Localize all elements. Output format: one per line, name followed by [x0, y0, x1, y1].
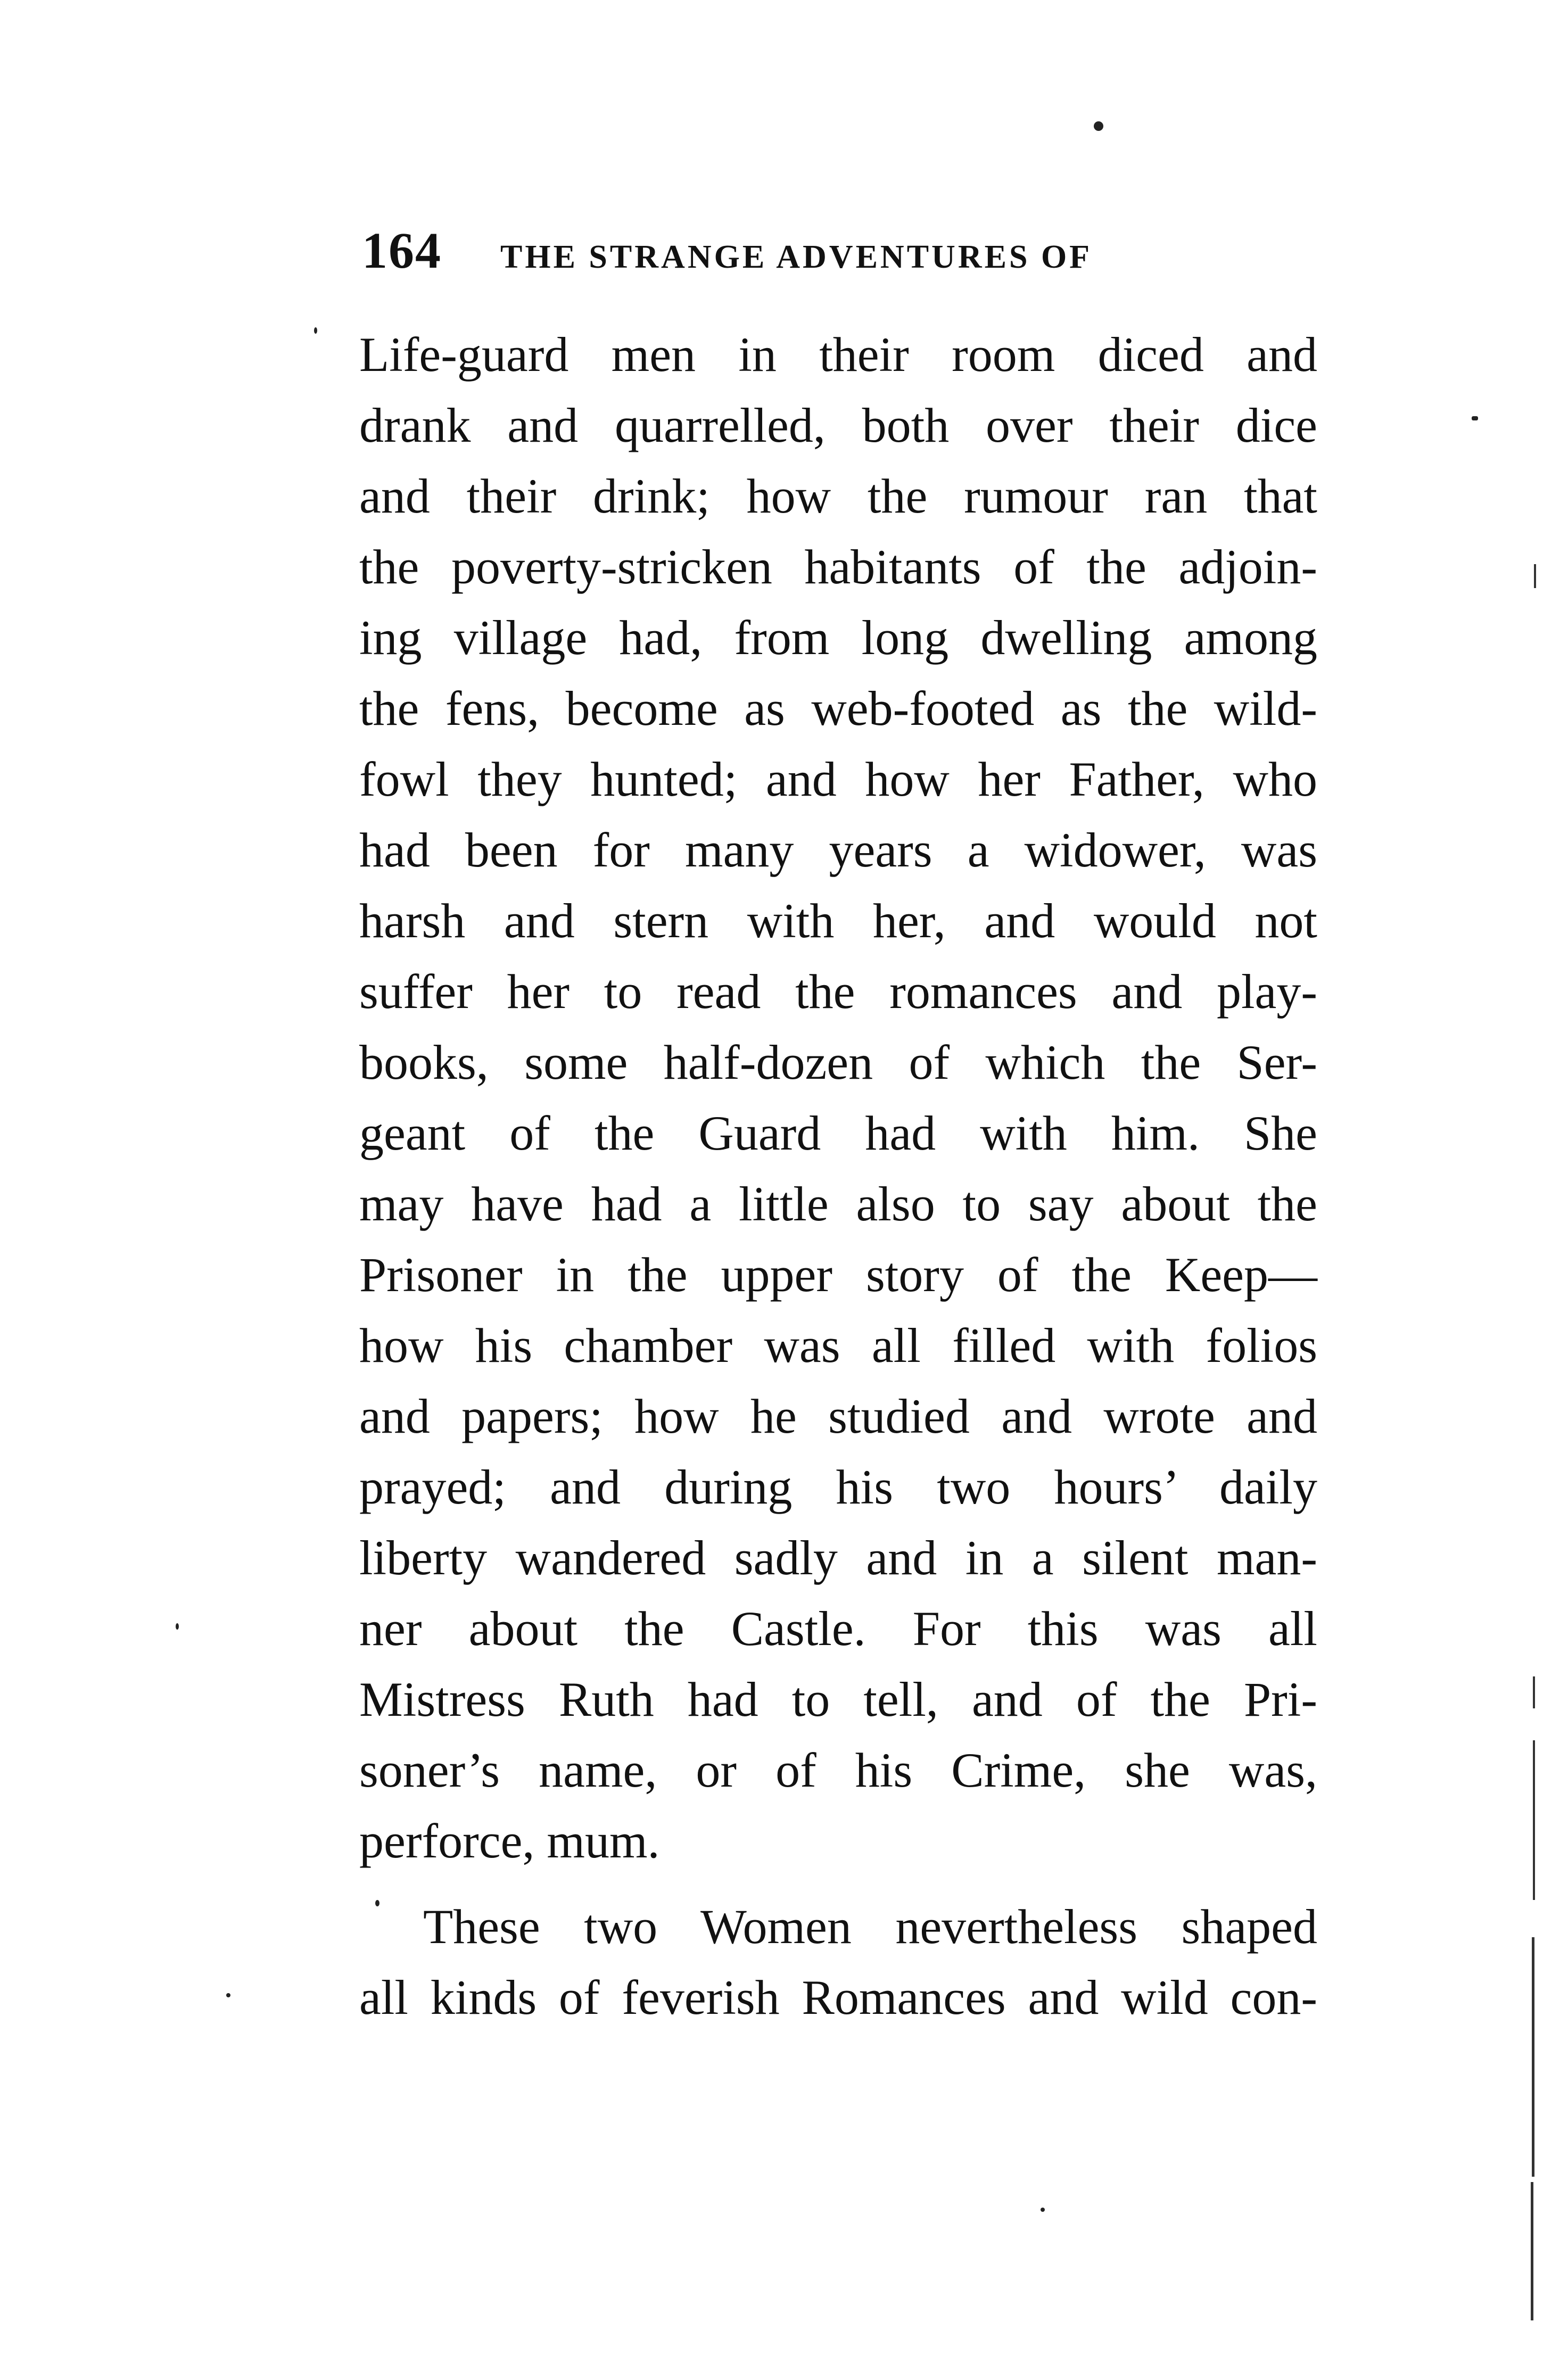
text-line: These two Women nevertheless shaped [423, 1899, 1317, 1954]
text-line: books, some half-dozen of which the Ser- [359, 1035, 1317, 1089]
scan-speck [1041, 2208, 1045, 2212]
scan-edge-mark [1533, 1676, 1535, 1708]
scan-speck [1472, 416, 1478, 420]
text-line: and papers; how he studied and wrote and [359, 1389, 1317, 1443]
scan-edge-mark [1533, 1740, 1535, 1900]
text-line: ner about the Castle. For this was all [359, 1601, 1317, 1656]
scan-edge-mark [1534, 564, 1536, 588]
text-line: ing village had, from long dwelling among [359, 610, 1317, 665]
text-line: the fens, become as web-footed as the wild- [359, 681, 1317, 736]
paragraph-2 [359, 1891, 1317, 2033]
text-line: Mistress Ruth had to tell, and of the Pri- [359, 1672, 1317, 1726]
text-line: liberty wandered sadly and in a silent man- [359, 1531, 1317, 1585]
text-line: perforce, mum. [359, 1814, 660, 1868]
text-line: had been for many years a widower, was [359, 823, 1317, 877]
text-line: harsh and stern with her, and would not [359, 894, 1317, 948]
body-text [359, 319, 1317, 2033]
text-line: Prisoner in the upper story of the Keep— [359, 1247, 1317, 1302]
text-line: the poverty-stricken habitants of the adjoin- [359, 540, 1317, 594]
text-line: suffer her to read the romances and play- [359, 964, 1317, 1019]
scan-speck [1094, 121, 1103, 131]
text-line: fowl they hunted; and how her Father, who [359, 752, 1317, 806]
text-line: how his chamber was all filled with folios [359, 1318, 1317, 1373]
text-line: and their drink; how the rumour ran that [359, 469, 1317, 523]
text-line: drank and quarrelled, both over their dice [359, 398, 1317, 452]
scan-speck [176, 1623, 179, 1630]
scan-speck [375, 1900, 379, 1906]
paragraph-gap [359, 1877, 1317, 1891]
text-line: may have had a little also to say about the [359, 1177, 1317, 1231]
running-head [362, 221, 1320, 295]
page-number: 164 [362, 222, 442, 279]
scan-edge-mark [1531, 2182, 1533, 2320]
text-line: all kinds of feverish Romances and wild con- [359, 1970, 1317, 2025]
text-line: geant of the Guard had with him. She [359, 1106, 1317, 1160]
text-line: prayed; and during his two hours’ daily [359, 1460, 1317, 1514]
running-title: THE STRANGE ADVENTURES OF [500, 239, 1093, 275]
text-line: Life-guard men in their room diced and [359, 327, 1317, 382]
scan-edge-mark [1532, 1937, 1534, 2177]
scan-speck [314, 327, 317, 334]
text-line: soner’s name, or of his Crime, she was, [359, 1743, 1317, 1797]
scan-speck [226, 1993, 230, 1997]
paragraph-1 [359, 319, 1317, 1877]
